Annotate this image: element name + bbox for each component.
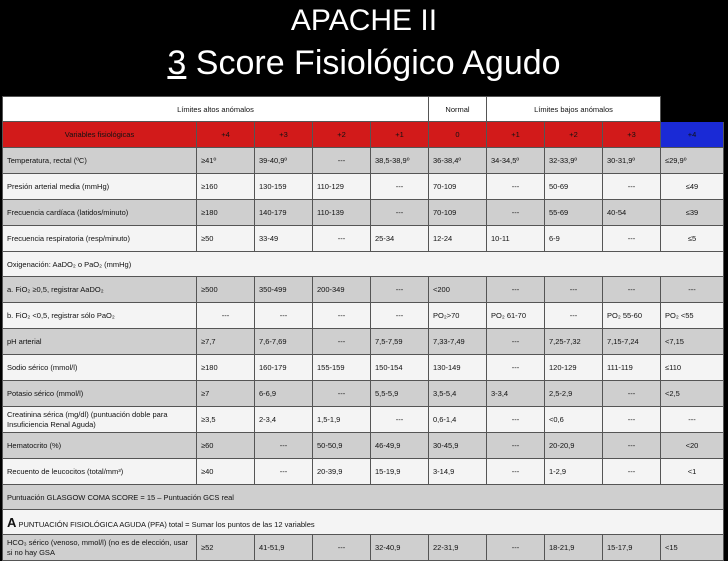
header-low: Límites bajos anómalos	[487, 97, 661, 122]
table-cell: 3,5-5,4	[429, 381, 487, 407]
table-cell: 50-50,9	[313, 433, 371, 459]
table-cell: PO₂ 55-60	[603, 303, 661, 329]
row-label: pH arterial	[3, 329, 197, 355]
table-cell: ---	[197, 303, 255, 329]
table-row	[3, 277, 724, 303]
table-cell: ≤29,9º	[661, 148, 724, 174]
table-cell: ---	[603, 277, 661, 303]
table-cell: 2-3,4	[255, 407, 313, 433]
table-cell: 111-119	[603, 355, 661, 381]
pfa-label	[3, 510, 724, 535]
table-cell: ≥3,5	[197, 407, 255, 433]
glasgow-row	[3, 485, 724, 510]
row-label: Temperatura, rectal (ºC)	[3, 148, 197, 174]
table-cell: <1	[661, 459, 724, 485]
score-header-cell: +1	[487, 122, 545, 148]
table-cell: 200-349	[313, 277, 371, 303]
table-cell: 38,5-38,9º	[371, 148, 429, 174]
table-cell: 50-69	[545, 174, 603, 200]
table-cell: 20-39,9	[313, 459, 371, 485]
table-cell: 33-49	[255, 226, 313, 252]
table-cell: ≥41º	[197, 148, 255, 174]
row-label: HCO₃ sérico (venoso, mmol/l) (no es de elección, usar si no hay GSA	[3, 535, 197, 561]
table-cell: PO₂>70	[429, 303, 487, 329]
table-cell: ---	[487, 535, 545, 561]
table-cell: 70-109	[429, 174, 487, 200]
table-cell: ---	[603, 226, 661, 252]
table-cell: 32-33,9º	[545, 148, 603, 174]
table-cell: ---	[603, 174, 661, 200]
table-row	[3, 174, 724, 200]
table-cell: 12-24	[429, 226, 487, 252]
table-cell: 160-179	[255, 355, 313, 381]
score-header-cell: +2	[313, 122, 371, 148]
row-label: b. FiO₂ <0,5, registrar sólo PaO₂	[3, 303, 197, 329]
table-cell: 39-40,9º	[255, 148, 313, 174]
table-cell: ---	[487, 433, 545, 459]
hco3-row	[3, 535, 724, 561]
table-row	[3, 381, 724, 407]
score-header-cell: +2	[545, 122, 603, 148]
table-cell: ---	[313, 329, 371, 355]
table-cell: ---	[661, 407, 724, 433]
table-cell: 3-3,4	[487, 381, 545, 407]
table-cell: ---	[603, 381, 661, 407]
table-cell: 120-129	[545, 355, 603, 381]
row-label: Presión arterial media (mmHg)	[3, 174, 197, 200]
pfa-letter: A	[7, 514, 17, 530]
table-cell: <200	[429, 277, 487, 303]
table-cell: 46-49,9	[371, 433, 429, 459]
table-cell: ≥60	[197, 433, 255, 459]
row-label: Recuento de leucocitos (total/mm³)	[3, 459, 197, 485]
table-cell: ---	[313, 381, 371, 407]
score-header-cell: +4	[661, 122, 724, 148]
table-cell: 36-38,4º	[429, 148, 487, 174]
header-high: Límites altos anómalos	[3, 97, 429, 122]
row-label: Sodio sérico (mmol/l)	[3, 355, 197, 381]
table-cell: ---	[313, 535, 371, 561]
table-cell: 40-54	[603, 200, 661, 226]
table-cell: 7,5-7,59	[371, 329, 429, 355]
header-empty	[661, 97, 724, 122]
title-number: 3	[167, 44, 187, 82]
table-cell: ---	[487, 459, 545, 485]
glasgow-label: Puntuación GLASGOW COMA SCORE = 15 – Puntuación GCS real	[3, 485, 724, 510]
table-cell: 10-11	[487, 226, 545, 252]
table-cell: ---	[661, 277, 724, 303]
table-cell: ≤39	[661, 200, 724, 226]
table-row	[3, 329, 724, 355]
row-label: a. FiO₂ ≥0,5, registrar AaDO₂	[3, 277, 197, 303]
score-header-cell: +3	[603, 122, 661, 148]
table-row	[3, 433, 724, 459]
row-label: Frecuencia cardíaca (latidos/minuto)	[3, 200, 197, 226]
table-cell: 7,33-7,49	[429, 329, 487, 355]
table-cell: 15-17,9	[603, 535, 661, 561]
table-row	[3, 459, 724, 485]
table-cell: 18-21,9	[545, 535, 603, 561]
table-cell: PO₂ 61-70	[487, 303, 545, 329]
variables-row	[3, 122, 724, 148]
table-cell: PO₂ <55	[661, 303, 724, 329]
score-header-cell: +1	[371, 122, 429, 148]
table-cell: ---	[487, 329, 545, 355]
table-cell: ≥7	[197, 381, 255, 407]
row-label: Creatinina sérica (mg/dl) (puntuación doble para Insuficiencia Renal Aguda)	[3, 407, 197, 433]
table-cell: 140-179	[255, 200, 313, 226]
row-label: Frecuencia respiratoria (resp/minuto)	[3, 226, 197, 252]
table-row	[3, 226, 724, 252]
table-cell: 22-31,9	[429, 535, 487, 561]
table-cell: ---	[603, 407, 661, 433]
title-subtitle: Score Fisiológico Agudo	[186, 44, 561, 82]
table-cell: <0,6	[545, 407, 603, 433]
table-cell: 155-159	[313, 355, 371, 381]
table-cell: 5,5-5,9	[371, 381, 429, 407]
table-cell: 130-159	[255, 174, 313, 200]
table-cell: ≥50	[197, 226, 255, 252]
table-cell: 32-40,9	[371, 535, 429, 561]
table-cell: ≤5	[661, 226, 724, 252]
table-cell: ≤110	[661, 355, 724, 381]
oxygen-row	[3, 252, 724, 277]
header-row	[3, 97, 724, 122]
table-cell: 34-34,5º	[487, 148, 545, 174]
table-cell: 41-51,9	[255, 535, 313, 561]
oxygen-label: Oxigenación: AaDO₂ o PaO₂ (mmHg)	[3, 252, 724, 277]
table-cell: ---	[545, 303, 603, 329]
header-normal: Normal	[429, 97, 487, 122]
table-cell: ≥500	[197, 277, 255, 303]
score-header-cell: 0	[429, 122, 487, 148]
table-cell: 2,5-2,9	[545, 381, 603, 407]
table-cell: ---	[371, 174, 429, 200]
table-cell: 1-2,9	[545, 459, 603, 485]
table-cell: ---	[487, 200, 545, 226]
table-cell: <2,5	[661, 381, 724, 407]
row-label: Hematocrito (%)	[3, 433, 197, 459]
table-cell: ---	[487, 407, 545, 433]
table-cell: ---	[255, 303, 313, 329]
table-cell: ---	[487, 277, 545, 303]
table-row	[3, 303, 724, 329]
table-cell: 0,6-1,4	[429, 407, 487, 433]
table-cell: 55-69	[545, 200, 603, 226]
variables-label: Variables fisiológicas	[3, 122, 197, 148]
table-row	[3, 200, 724, 226]
table-cell: ---	[371, 407, 429, 433]
table-cell: ---	[255, 433, 313, 459]
score-header-cell: +3	[255, 122, 313, 148]
table-cell: 7,6-7,69	[255, 329, 313, 355]
table-cell: 110-139	[313, 200, 371, 226]
title-line-1: APACHE II	[290, 4, 438, 37]
table-cell: ≥180	[197, 200, 255, 226]
table-cell: 70-109	[429, 200, 487, 226]
table-cell: ---	[371, 277, 429, 303]
table-cell: ---	[603, 459, 661, 485]
table-cell: ---	[313, 303, 371, 329]
table-cell: 30-45,9	[429, 433, 487, 459]
table-cell: ≥40	[197, 459, 255, 485]
table-cell: ---	[313, 148, 371, 174]
score-header-cell: +4	[197, 122, 255, 148]
table-cell: 7,15-7,24	[603, 329, 661, 355]
table-cell: ≥180	[197, 355, 255, 381]
pfa-text: PUNTUACIÓN FISIOLÓGICA AGUDA (PFA) total = Sumar los puntos de las 12 variables	[16, 519, 315, 529]
table-cell: <7,15	[661, 329, 724, 355]
table-cell: 6-6,9	[255, 381, 313, 407]
table-cell: ---	[487, 355, 545, 381]
pfa-row	[3, 510, 724, 535]
table-cell: ---	[255, 459, 313, 485]
table-cell: 150-154	[371, 355, 429, 381]
table-cell: 30-31,9º	[603, 148, 661, 174]
table-cell: 1,5-1,9	[313, 407, 371, 433]
table-cell: 15-19,9	[371, 459, 429, 485]
title-line-2	[0, 43, 728, 83]
table-cell: ≤49	[661, 174, 724, 200]
table-cell: ---	[603, 433, 661, 459]
table-cell: ≥7,7	[197, 329, 255, 355]
table-cell: <20	[661, 433, 724, 459]
table-cell: 20-20,9	[545, 433, 603, 459]
table-cell: 25-34	[371, 226, 429, 252]
table-row	[3, 355, 724, 381]
table-cell: 110-129	[313, 174, 371, 200]
table-row	[3, 407, 724, 433]
table-cell: ≥160	[197, 174, 255, 200]
table-cell: ---	[371, 303, 429, 329]
table-cell: ---	[313, 226, 371, 252]
table-cell: ---	[371, 200, 429, 226]
table-cell: ---	[545, 277, 603, 303]
table-cell: ≥52	[197, 535, 255, 561]
table-cell: ---	[487, 174, 545, 200]
table-row	[3, 148, 724, 174]
row-label: Potasio sérico (mmol/l)	[3, 381, 197, 407]
apache-table	[2, 96, 724, 561]
table-cell: 130-149	[429, 355, 487, 381]
table-cell: 350-499	[255, 277, 313, 303]
table-cell: 3-14,9	[429, 459, 487, 485]
table-cell: 7,25-7,32	[545, 329, 603, 355]
table-cell: <15	[661, 535, 724, 561]
table-cell: 6-9	[545, 226, 603, 252]
